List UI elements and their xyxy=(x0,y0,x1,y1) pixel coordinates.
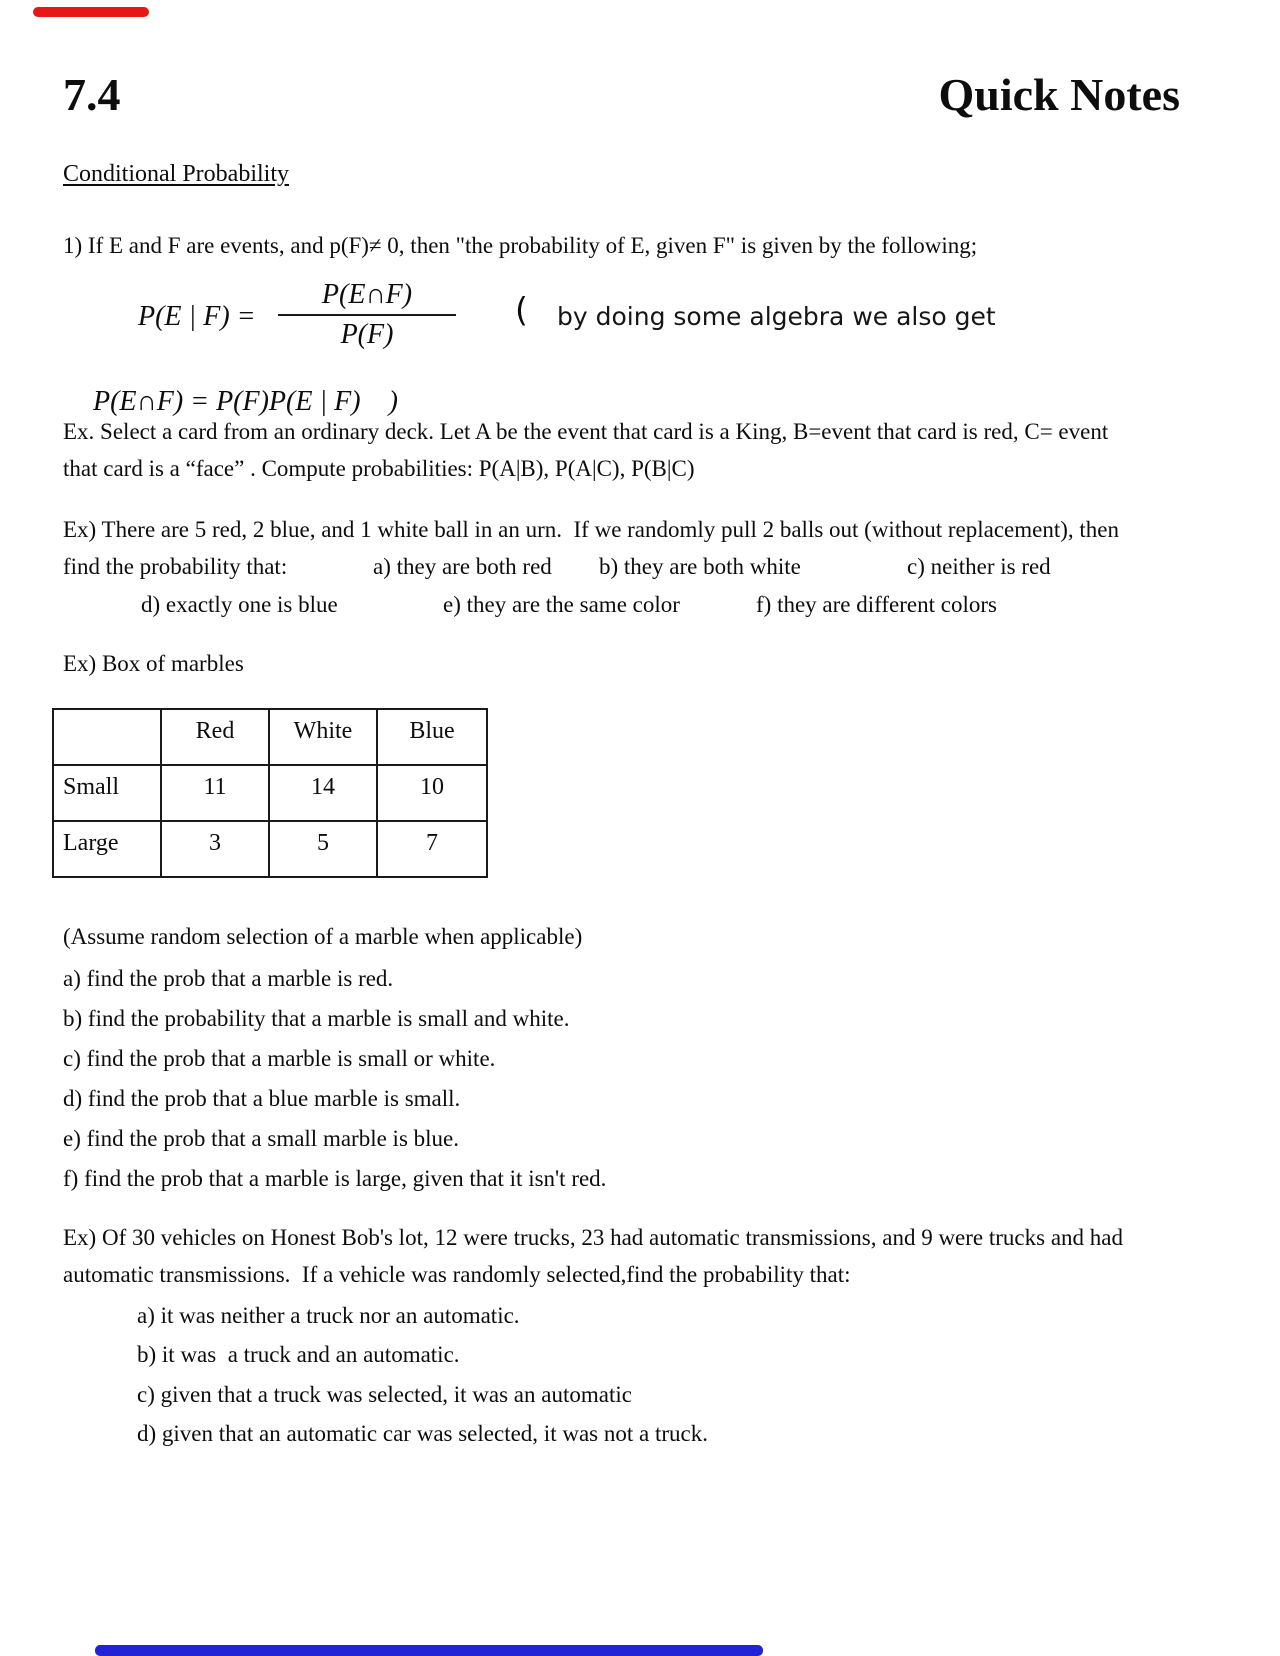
red-ink-stroke xyxy=(33,7,149,17)
formula-numerator: P(E∩F) xyxy=(321,279,413,310)
marbles-note: (Assume random selection of a marble when applicable) xyxy=(63,924,583,949)
urn-lead: find the probability that: xyxy=(63,554,288,579)
marbles-question-a: a) find the prob that a marble is red. xyxy=(63,966,394,991)
table-cell: 5 xyxy=(269,821,377,877)
vehicles-line2: automatic transmissions. If a vehicle was randomly selected,find the probability that: xyxy=(63,1262,851,1287)
page-title: Quick Notes xyxy=(938,69,1180,120)
vehicles-question-d: d) given that an automatic car was selected, it was not a truck. xyxy=(137,1421,708,1446)
formula-fraction xyxy=(272,278,462,352)
topic-heading: Conditional Probability xyxy=(63,161,289,187)
table-col-blue: Blue xyxy=(377,709,487,765)
card-example-line1: Ex. Select a card from an ordinary deck. Let A be the event that card is a King, B=event that card is red, C= event xyxy=(63,419,1109,444)
table-cell: 3 xyxy=(161,821,269,877)
table-cell: 14 xyxy=(269,765,377,821)
table-corner-cell xyxy=(53,709,161,765)
table-col-red: Red xyxy=(161,709,269,765)
marbles-question-e: e) find the prob that a small marble is blue. xyxy=(63,1126,459,1151)
annotation-close-paren: ) xyxy=(388,386,398,417)
vehicles-question-b: b) it was a truck and an automatic. xyxy=(137,1342,460,1367)
marbles-question-c: c) find the prob that a marble is small or white. xyxy=(63,1046,496,1071)
marbles-question-f: f) find the prob that a marble is large, given that it isn't red. xyxy=(63,1166,607,1191)
urn-question-c: c) neither is red xyxy=(907,554,1051,579)
urn-example-line1: Ex) There are 5 red, 2 blue, and 1 white ball in an urn. If we randomly pull 2 balls out (without replacement), then xyxy=(63,517,1119,542)
card-example-line2: that card is a “face” . Compute probabilities: P(A|B), P(A|C), P(B|C) xyxy=(63,456,695,481)
formula-line2-text: P(E∩F) = P(F)P(E | F) xyxy=(93,386,361,417)
table-col-white: White xyxy=(269,709,377,765)
urn-question-e: e) they are the same color xyxy=(443,592,680,617)
table-cell: 10 xyxy=(377,765,487,821)
marbles-question-d: d) find the prob that a blue marble is small. xyxy=(63,1086,461,1111)
table-row-label-small: Small xyxy=(53,765,161,821)
fraction-bar xyxy=(278,314,456,316)
table-header-row xyxy=(53,709,487,765)
marbles-question-b: b) find the probability that a marble is small and white. xyxy=(63,1006,570,1031)
urn-question-d: d) exactly one is blue xyxy=(141,592,338,617)
table-cell: 11 xyxy=(161,765,269,821)
formula-lhs: P(E | F) = xyxy=(138,301,256,332)
table-row xyxy=(53,821,487,877)
table-cell: 7 xyxy=(377,821,487,877)
algebra-annotation: by doing some algebra we also get xyxy=(557,302,996,331)
section-number: 7.4 xyxy=(63,69,121,120)
vehicles-line1: Ex) Of 30 vehicles on Honest Bob's lot, 12 were trucks, 23 had automatic transmissions, and 9 were trucks and had xyxy=(63,1225,1123,1250)
urn-question-f: f) they are different colors xyxy=(756,592,997,617)
vehicles-question-c: c) given that a truck was selected, it was an automatic xyxy=(137,1382,632,1407)
table-row-label-large: Large xyxy=(53,821,161,877)
marbles-table xyxy=(52,708,488,878)
urn-question-a: a) they are both red xyxy=(373,554,552,579)
annotation-open-paren: ( xyxy=(515,290,528,329)
table-row xyxy=(53,765,487,821)
formula-denominator: P(F) xyxy=(340,319,394,350)
marbles-title: Ex) Box of marbles xyxy=(63,651,244,676)
vehicles-question-a: a) it was neither a truck nor an automatic. xyxy=(137,1303,520,1328)
intro-line: 1) If E and F are events, and p(F)≠ 0, then "the probability of E, given F" is given by the following; xyxy=(63,233,978,258)
urn-question-b: b) they are both white xyxy=(599,554,801,579)
blue-ink-stroke xyxy=(95,1645,763,1656)
